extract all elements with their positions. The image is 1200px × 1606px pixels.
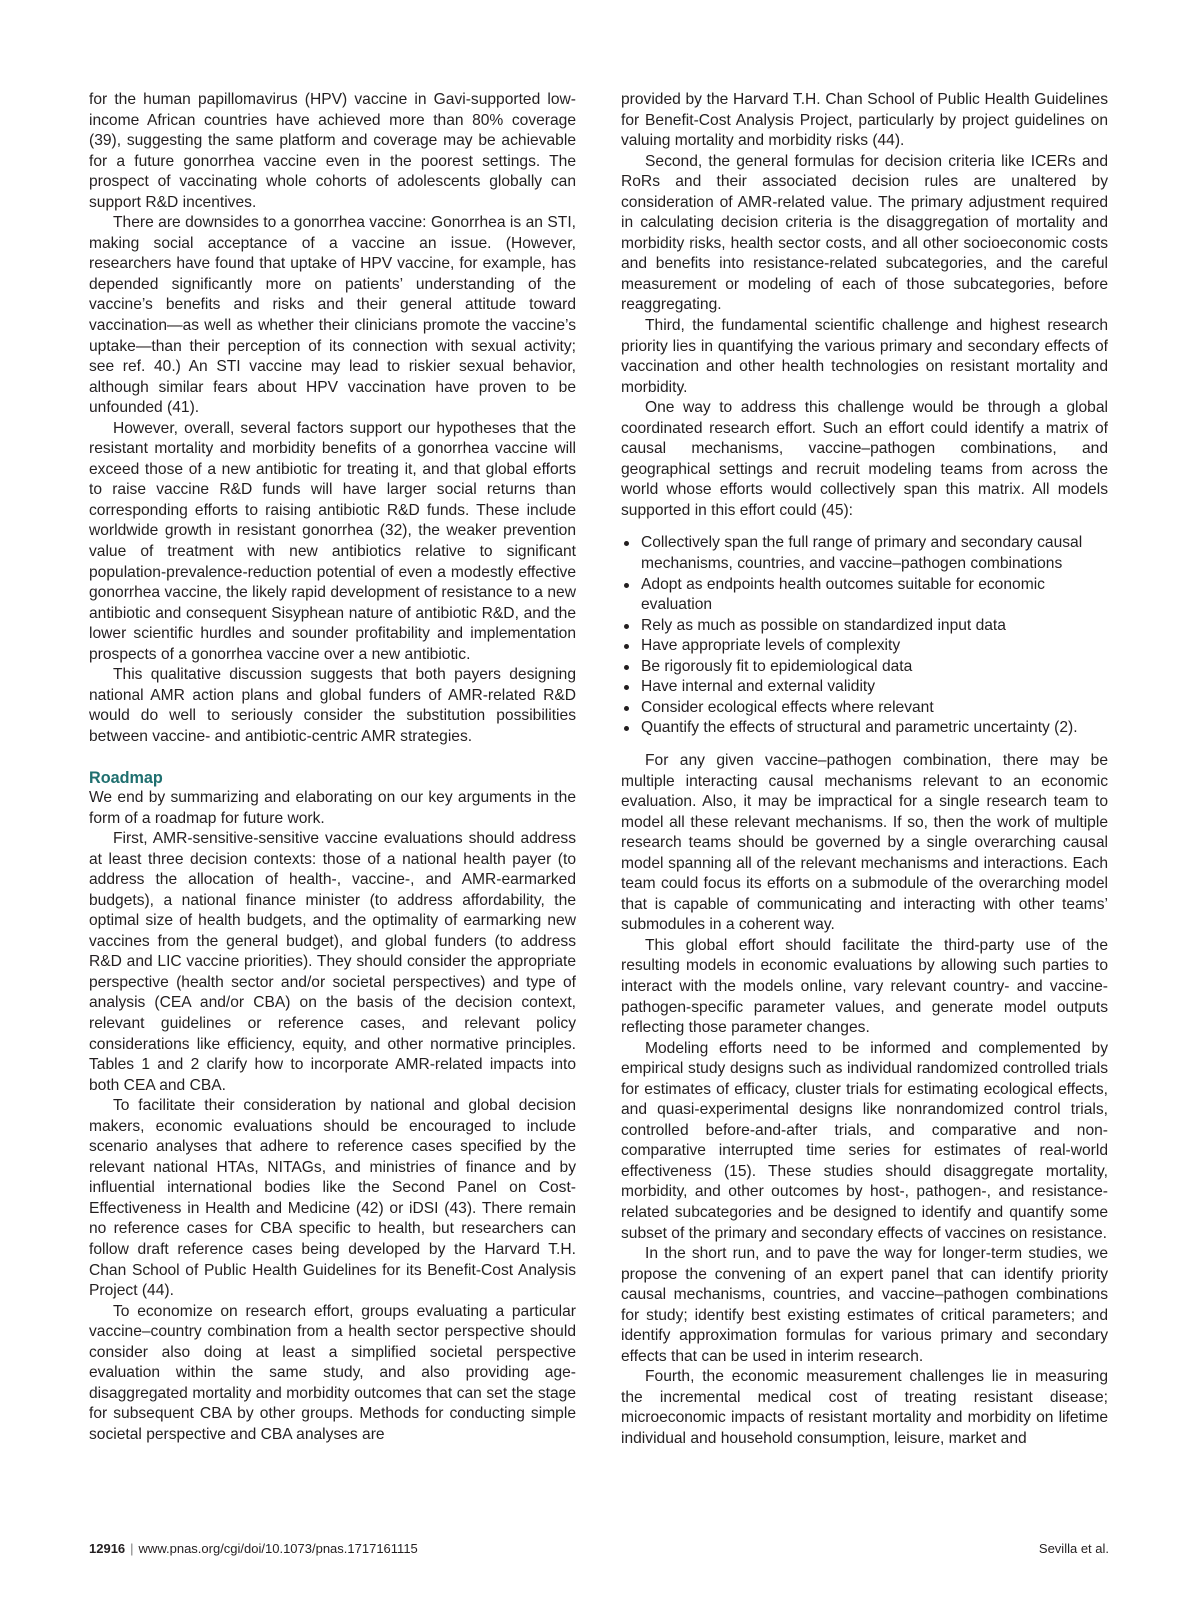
page-footer bbox=[89, 1541, 1109, 1556]
list-item bbox=[621, 636, 1108, 657]
list-item bbox=[621, 616, 1108, 637]
paragraph: However, overall, several factors support our hypotheses that the resistant mortality and morbidity benefits of a gonorrhea vaccine will exceed those of a new antibiotic for treating it, and that global efforts to raise vaccine R&D funds will have larger social returns than corresponding efforts to raising antibiotic R&D funds. These include worldwide growth in resistant gonorrhea (32), the weaker prevention value of treatment with new antibiotics relative to significant population-prevalence-reduction potential of even a modestly effective gonorrhea vaccine, the likely rapid development of resistance to a new antibiotic and consequent Sisyphean nature of antibiotic R&D, and the lower scientific hurdles and sounder profitability and implementation prospects of a gonorrhea vaccine over a new antibiotic. bbox=[89, 419, 576, 663]
footer-separator: | bbox=[130, 1541, 134, 1556]
list-item-text: Collectively span the full range of primary and secondary causal mechanisms, countries, and vaccine–pathogen combinations bbox=[641, 534, 1083, 573]
paragraph: To facilitate their consideration by national and global decision makers, economic evaluations should be encouraged to include scenario analyses that adhere to reference cases specified by the relevant national HTAs, NITAGs, and ministries of finance and by influential international bodies like the Second Panel on Cost-Effectiveness in Health and Medicine (42) or iDSI (43). There remain no reference cases for CBA specific to health, but researchers can follow draft reference cases being developed by the Harvard T.H. Chan School of Public Health Guidelines for its Benefit-Cost Analysis Project (44). bbox=[89, 1097, 576, 1300]
paragraph: In the short run, and to pave the way for longer-term studies, we propose the convening of an expert panel that can identify priority causal mechanisms, countries, and vaccine–pathogen combinations for study; identify best existing estimates of critical parameters; and identify approximation formulas for various primary and secondary effects that can be used in interim research. bbox=[621, 1245, 1108, 1365]
list-item bbox=[621, 575, 1108, 616]
paragraph: This qualitative discussion suggests that both payers designing national AMR action plans and global funders of AMR-related R&D would do well to seriously consider the substitution possibilities between vaccine- and antibiotic-centric AMR strategies. bbox=[89, 666, 576, 745]
list-item-text: Adopt as endpoints health outcomes suitable for economic evaluation bbox=[641, 575, 1045, 614]
left-column bbox=[89, 90, 576, 1446]
paragraph: for the human papillomavirus (HPV) vaccine in Gavi-supported low-income African countries have achieved more than 80% coverage (39), suggesting the same platform and coverage may be achievable for a future gonorrhea vaccine even in the poorest settings. The prospect of vaccinating whole cohorts of adolescents globally can support R&D incentives. bbox=[89, 91, 576, 211]
bullet-icon bbox=[624, 685, 629, 690]
paragraph: provided by the Harvard T.H. Chan School of Public Health Guidelines for Benefit-Cost Analysis Project, particularly by project guidelines on valuing mortality and morbidity risks (44). bbox=[621, 91, 1108, 150]
section-heading-roadmap: Roadmap bbox=[89, 768, 163, 787]
bullet-list bbox=[621, 533, 1108, 738]
paragraph: First, AMR-sensitive-sensitive vaccine evaluations should address at least three decision contexts: those of a national health payer (to address the allocation of health-, vaccine-, and AMR-earmarked budgets), a national finance minister (to address affordability, the optimal size of health budgets, and the optimality of earmarking new vaccines from the general budget), and global funders (to address R&D and LIC vaccine priorities). They should consider the appropriate perspective (health sector and/or societal perspectives) and type of analysis (CEA and/or CBA) on the basis of the decision context, relevant guidelines or reference cases, and relevant policy considerations like efficiency, equity, and other normative principles. Tables 1 and 2 clarify how to incorporate AMR-related impacts into both CEA and CBA. bbox=[89, 830, 576, 1094]
list-item-text: Rely as much as possible on standardized input data bbox=[641, 616, 1006, 634]
paragraph: There are downsides to a gonorrhea vaccine: Gonorrhea is an STI, making social acceptance of a vaccine an issue. (However, researchers have found that uptake of HPV vaccine, for example, has depended significantly more on patients’ understanding of the vaccine’s benefits and risks and their general attitude toward vaccination—as well as whether their clinicians promote the vaccine’s uptake—than their perception of its connection with sexual activity; see ref. 40.) An STI vaccine may lead to riskier sexual behavior, although similar fears about HPV vaccination have proven to be unfounded (41). bbox=[89, 214, 576, 417]
paragraph: Third, the fundamental scientific challenge and highest research priority lies in quantifying the various primary and secondary effects of vaccination and other health technologies on resistant mortality and morbidity. bbox=[621, 317, 1108, 396]
running-author: Sevilla et al. bbox=[1038, 1541, 1109, 1556]
bullet-icon bbox=[624, 541, 629, 546]
paragraph: This global effort should facilitate the third-party use of the resulting models in economic evaluations by allowing such parties to interact with the models online, vary relevant country- and vaccine-pathogen-specific parameter values, and generate model outputs reflecting those parameter changes. bbox=[621, 936, 1108, 1037]
doi-link[interactable]: www.pnas.org/cgi/doi/10.1073/pnas.1717161115 bbox=[138, 1541, 418, 1556]
list-item-text: Consider ecological effects where relevant bbox=[641, 698, 934, 716]
page-number: 12916 bbox=[89, 1541, 126, 1556]
paragraph: Fourth, the economic measurement challenges lie in measuring the incremental medical cost of treating resistant disease; microeconomic impacts of resistant mortality and morbidity on lifetime individual and household consumption, leisure, market and bbox=[621, 1368, 1108, 1447]
paragraph: One way to address this challenge would be through a global coordinated research effort. Such an effort could identify a matrix of causal mechanisms, vaccine–pathogen combinations, and geographical settings and recruit modeling teams from across the world whose efforts would collectively span this matrix. All models supported in this effort could (45): bbox=[621, 399, 1108, 519]
bullet-icon bbox=[624, 726, 629, 731]
bullet-icon bbox=[624, 644, 629, 649]
paragraph: Second, the general formulas for decision criteria like ICERs and RoRs and their associated decision rules are unaltered by consideration of AMR-related value. The primary adjustment required in calculating decision criteria is the disaggregation of mortality and morbidity risks, health sector costs, and all other socioeconomic costs and benefits into resistance-related subcategories, and the careful measurement or modeling of each of those subcategories, before reaggregating. bbox=[621, 152, 1108, 314]
list-item bbox=[621, 677, 1108, 698]
bullet-icon bbox=[624, 583, 629, 588]
list-item-text: Be rigorously fit to epidemiological data bbox=[641, 657, 913, 675]
list-item-text: Have appropriate levels of complexity bbox=[641, 637, 901, 655]
paragraph: To economize on research effort, groups evaluating a particular vaccine–country combination from a health sector perspective should consider also doing at least a simplified societal perspective evaluation within the same study, and also providing age-disaggregated mortality and morbidity outcomes that can set the stage for subsequent CBA by other groups. Methods for conducting simple societal perspective and CBA analyses are bbox=[89, 1302, 576, 1443]
bullet-icon bbox=[624, 665, 629, 670]
right-column bbox=[621, 90, 1108, 1450]
list-item-text: Have internal and external validity bbox=[641, 678, 876, 696]
list-item bbox=[621, 718, 1108, 739]
paragraph: For any given vaccine–pathogen combination, there may be multiple interacting causal mechanisms relevant to an economic evaluation. Also, it may be impractical for a single research team to model all these relevant mechanisms. If so, then the work of multiple research teams should be governed by a single overarching causal model spanning all of the relevant mechanisms and interactions. Each team could focus its efforts on a submodule of the overarching model that is capable of communicating and interacting with other teams’ submodules in a coherent way. bbox=[621, 751, 1108, 934]
bullet-icon bbox=[624, 624, 629, 629]
list-item-text: Quantify the effects of structural and parametric uncertainty (2). bbox=[641, 719, 1078, 737]
list-item bbox=[621, 657, 1108, 678]
list-item bbox=[621, 698, 1108, 719]
paragraph: Modeling efforts need to be informed and complemented by empirical study designs such as individual randomized controlled trials for estimates of efficacy, cluster trials for estimating ecological effects, and quasi-experimental designs like nonrandomized control trials, controlled before-and-after trials, and comparative and non-comparative interrupted time series for estimates of real-world effectiveness (15). These studies should disaggregate mortality, morbidity, and other outcomes by host-, pathogen-, and resistance-related subcategories and be designed to identify and quantify some subset of the primary and secondary effects of vaccines on resistance. bbox=[621, 1039, 1108, 1242]
paragraph: We end by summarizing and elaborating on our key arguments in the form of a roadmap for future work. bbox=[89, 789, 576, 827]
list-item bbox=[621, 533, 1108, 574]
bullet-icon bbox=[624, 706, 629, 711]
